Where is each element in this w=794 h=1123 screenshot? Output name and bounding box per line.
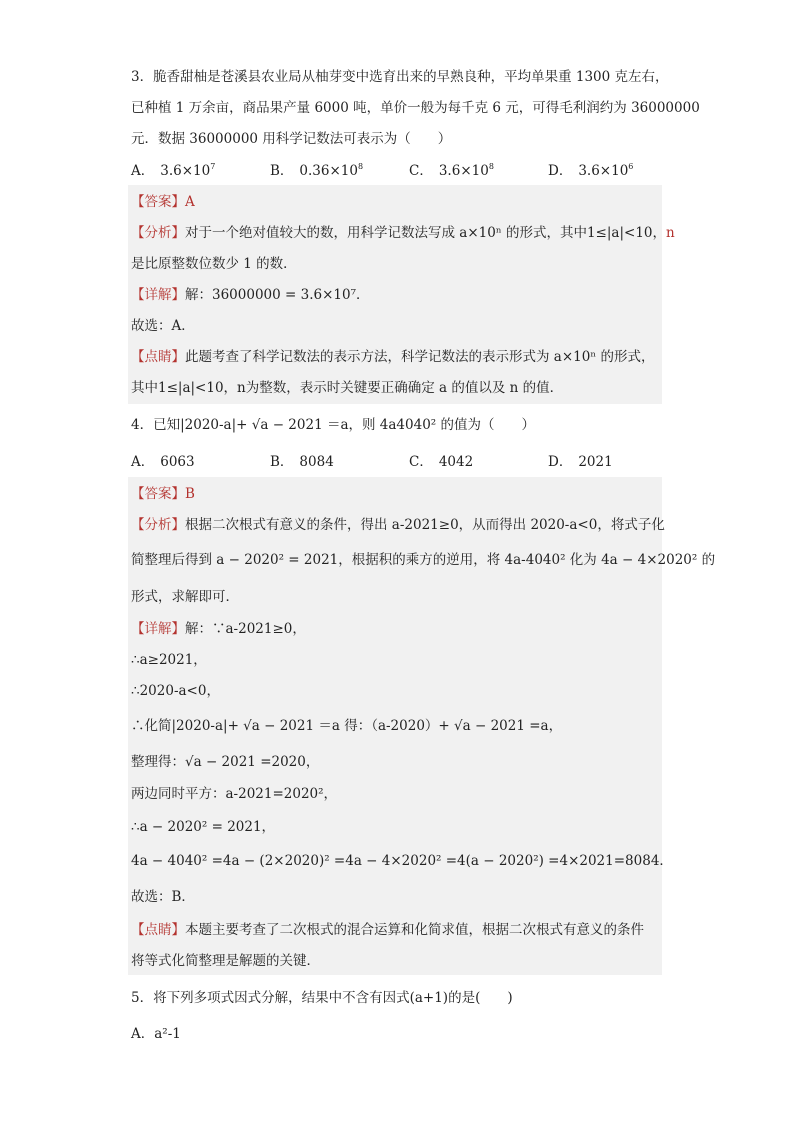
comment-tag: 【点睛】	[131, 922, 185, 938]
q3-detail-line: 【详解】解：36000000 = 3.6×10⁷．	[131, 287, 370, 303]
q3-option-a: A． $3.6\times 10^7$	[131, 162, 216, 179]
q3-choose-line: 故选：A．	[131, 318, 195, 334]
comment-tag: 【点睛】	[131, 349, 185, 365]
q4-analysis-line-3: 形式，求解即可．	[131, 589, 239, 605]
q3-analysis-line-2: 是比原整数位数少 1 的数．	[131, 256, 297, 272]
q4-detail-line-2: ∴a≥2021，	[131, 652, 207, 668]
q4-choose-line: 故选：B．	[131, 889, 195, 905]
q3-option-c: C． $3.6\times 10^8$	[409, 162, 494, 179]
q4-detail-line-1: 【详解】解：∵a-2021≥0，	[131, 621, 306, 637]
analysis-tag: 【分析】	[131, 517, 185, 533]
q3-analysis-line-1: 【分析】对于一个绝对值较大的数，用科学记数法写成 a×10ⁿ 的形式，其中1≤|a|<10，n	[131, 225, 675, 241]
answer-tag: 【答案】	[131, 486, 185, 502]
q4-analysis-line-2: 简整理后得到 a − 2020² = 2021，根据积的乘方的逆用，将 4a-4040² 化为 4a − 4×2020² 的	[131, 552, 716, 568]
q4-detail-line-8: 4a − 4040² =4a − (2×2020)² =4a − 4×2020² =4(a − 2020²) =4×2021=8084．	[131, 853, 673, 869]
answer-value: B	[185, 486, 195, 502]
q4-analysis-line-1: 【分析】根据二次根式有意义的条件，得出 a-2021≥0，从而得出 2020-a<0，将式子化	[131, 517, 665, 533]
q3-comment-line-2: 其中1≤|a|<10，n为整数，表示时关键要正确确定 a 的值以及 n 的值．	[131, 380, 564, 396]
q4-answer-line	[131, 484, 195, 504]
q3-stem-line-2: 已种植 1 万余亩，商品果产量 6000 吨，单价一般为每千克 6 元，可得毛利润约为 36000000	[131, 100, 700, 116]
q3-option-b: B． $0.36\times 10^8$	[270, 162, 364, 179]
q4-option-a: A． 6063	[131, 454, 195, 470]
q4-detail-line-7: ∴a − 2020² = 2021，	[131, 819, 276, 835]
q4-detail-line-3: ∴2020-a<0，	[131, 683, 220, 699]
q3-stem-line-1: 3．脆香甜柚是苍溪县农业局从柚芽变中选育出来的早熟良种，平均单果重 1300 克左右，	[131, 69, 669, 85]
detail-tag: 【详解】	[131, 621, 185, 637]
q3-option-d: D． $3.6\times 10^6$	[548, 162, 634, 179]
detail-tag: 【详解】	[131, 287, 185, 303]
q4-stem: 4．已知|2020-a|+ √a − 2021 ＝a，则 4a4040² 的值为（ ）	[131, 417, 535, 433]
q3-stem-line-3: 元．数据 36000000 用科学记数法可表示为（ ）	[131, 131, 452, 147]
q4-option-d: D． 2021	[548, 454, 613, 470]
q4-option-c: C． 4042	[409, 454, 474, 470]
q4-detail-line-5: 整理得：√a − 2021 =2020，	[131, 754, 320, 770]
q3-comment-line-1: 【点睛】此题考查了科学记数法的表示方法，科学记数法的表示形式为 a×10ⁿ 的形式，	[131, 349, 655, 365]
q4-detail-line-6: 两边同时平方：a-2021=2020²，	[131, 786, 338, 802]
q5-option-a: A．a²-1	[131, 1026, 181, 1042]
q4-option-b: B． 8084	[270, 454, 334, 470]
q5-stem: 5．将下列多项式因式分解，结果中不含有因式(a+1)的是( )	[131, 990, 513, 1006]
analysis-tag: 【分析】	[131, 225, 185, 241]
q4-detail-line-4: ∴化简|2020-a|+ √a − 2021 ＝a 得：（a-2020）+ √a − 2021 =a，	[131, 718, 563, 734]
q4-comment-line-2: 将等式化简整理是解题的关键．	[131, 953, 320, 969]
q4-comment-line-1: 【点睛】本题主要考查了二次根式的混合运算和化简求值，根据二次根式有意义的条件	[131, 922, 644, 938]
answer-tag: 【答案】	[131, 194, 185, 210]
q3-answer-line	[131, 192, 195, 212]
answer-value: A	[185, 194, 195, 210]
